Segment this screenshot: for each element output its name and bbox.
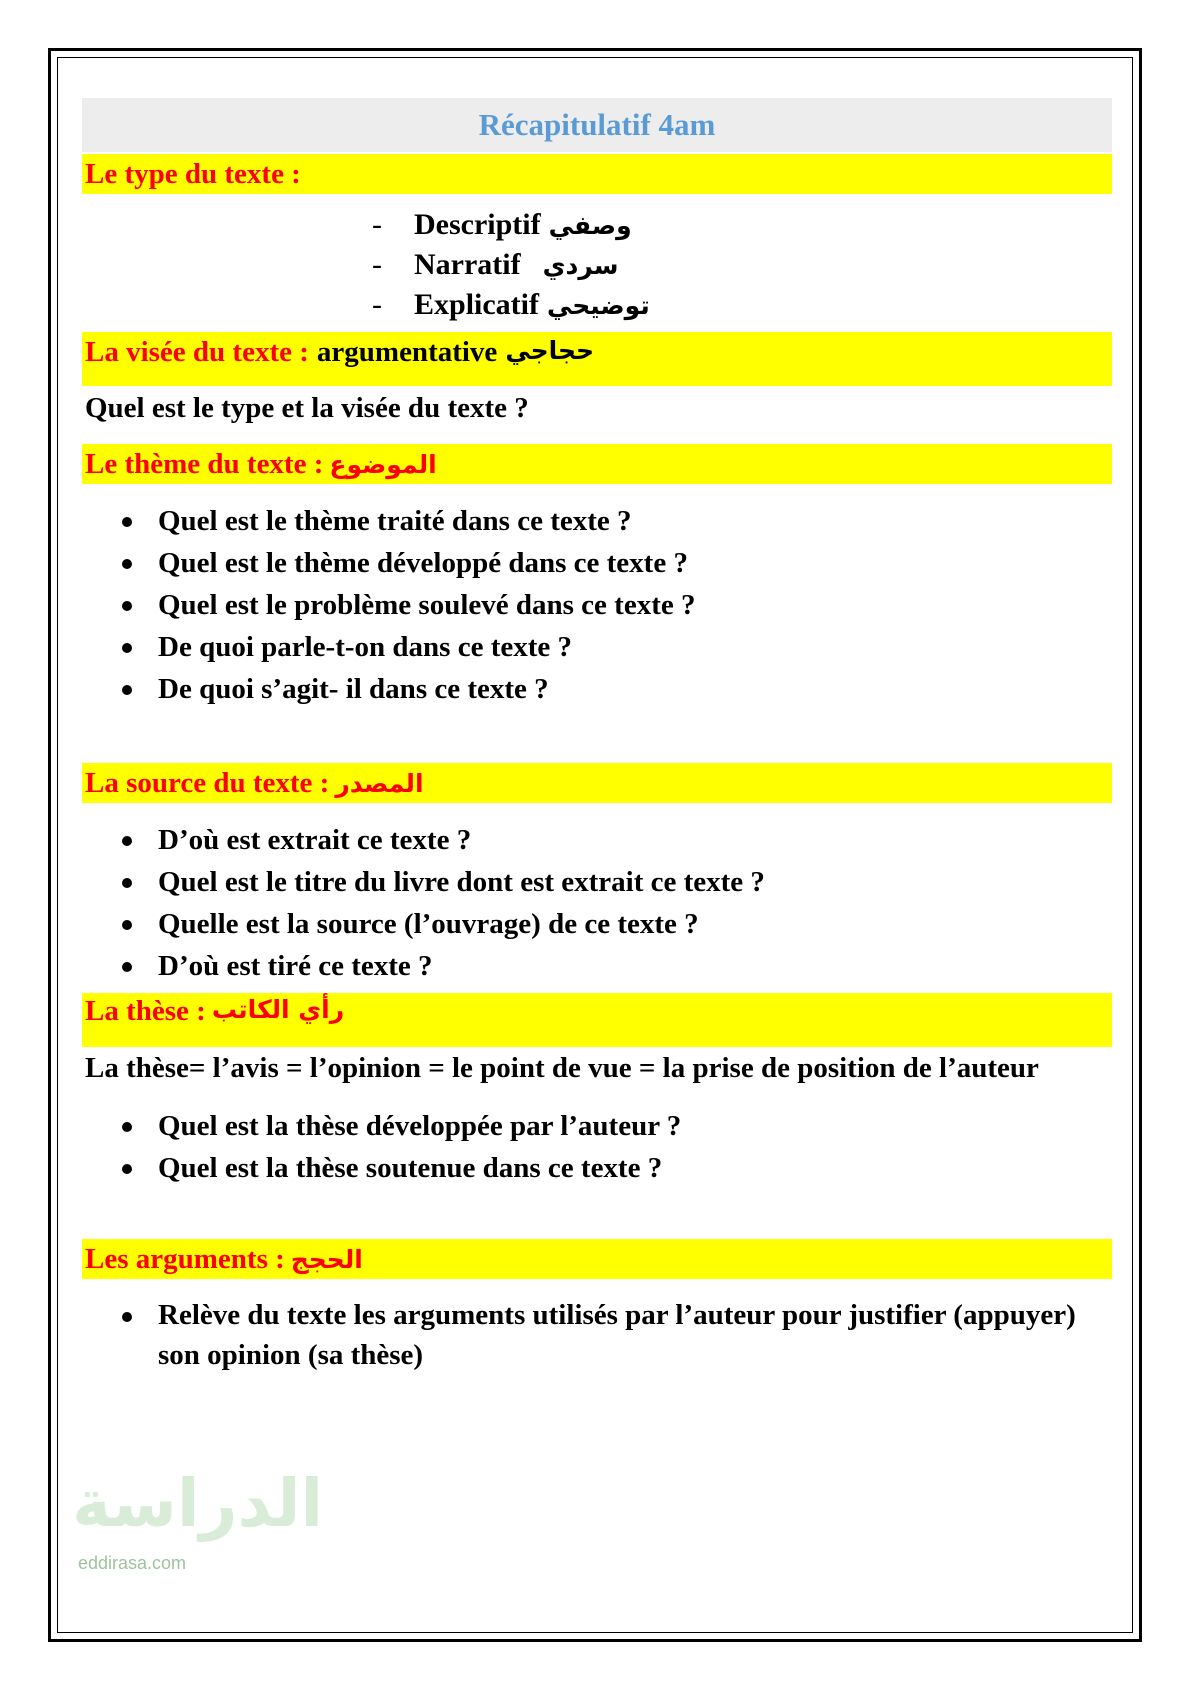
- heading-arguments-ar: الحجج: [290, 1244, 363, 1274]
- heading-visee: [82, 332, 1112, 386]
- list-item: D’où est tiré ce texte ?: [82, 945, 1112, 987]
- heading-source-label: La source du texte :: [85, 766, 330, 799]
- heading-source: [82, 763, 1112, 803]
- visee-value: argumentative: [316, 336, 498, 368]
- arguments-questions: [82, 1295, 1112, 1375]
- list-item: De quoi parle-t-on dans ce texte ?: [82, 626, 1112, 668]
- heading-source-ar: المصدر: [335, 768, 424, 798]
- list-item: Quel est le thème traité dans ce texte ?: [82, 500, 1112, 542]
- heading-visee-label: La visée du texte :: [85, 336, 309, 368]
- theme-questions: [82, 500, 1112, 710]
- type-list-wrap: [82, 194, 1112, 332]
- list-item: - Descriptif وصفي: [372, 205, 650, 245]
- visee-question: Quel est le type et la visée du texte ?: [85, 392, 529, 424]
- type-list: [372, 205, 650, 325]
- list-item: Quel est le thème développé dans ce texte ?: [82, 542, 1112, 584]
- list-item: - Explicatif توضيحي: [372, 285, 650, 325]
- logo-arabic: الدراسة: [72, 1465, 324, 1542]
- page-title: Récapitulatif 4am: [478, 107, 716, 142]
- these-questions: [82, 1105, 1112, 1189]
- list-item: Quelle est la source (l’ouvrage) de ce texte ?: [82, 903, 1112, 945]
- logo-site: eddirasa.com: [78, 1553, 187, 1573]
- list-item: Quel est le titre du livre dont est extrait ce texte ?: [82, 861, 1112, 903]
- heading-arguments: [82, 1239, 1112, 1279]
- source-questions: [82, 819, 1112, 987]
- heading-theme-ar: الموضوع: [329, 449, 437, 479]
- heading-these-label: La thèse :: [85, 995, 206, 1027]
- visee-value-ar: حجاجي: [505, 336, 595, 365]
- list-item: De quoi s’agit- il dans ce texte ?: [82, 668, 1112, 710]
- list-item: Relève du texte les arguments utilisés par l’auteur pour justifier (appuyer) son opinion (sa thèse): [82, 1295, 1118, 1375]
- heading-theme-label: Le thème du texte :: [85, 447, 324, 480]
- list-item: Quel est la thèse développée par l’auteur ?: [82, 1105, 1112, 1147]
- heading-arguments-label: Les arguments :: [85, 1242, 285, 1275]
- title-bar: [82, 98, 1112, 152]
- list-item: Quel est la thèse soutenue dans ce texte ?: [82, 1147, 1112, 1189]
- heading-these: [82, 993, 1112, 1047]
- these-definition: La thèse= l’avis = l’opinion = le point de vue = la prise de position de l’auteur: [85, 1052, 1039, 1084]
- list-item: - Narratif سردي: [372, 245, 650, 285]
- document-content: [82, 98, 1112, 1375]
- list-item: D’où est extrait ce texte ?: [82, 819, 1112, 861]
- heading-theme: [82, 444, 1112, 484]
- heading-type-label: Le type du texte :: [85, 157, 301, 190]
- site-logo: [72, 1465, 432, 1575]
- heading-these-ar: رأي الكاتب: [211, 995, 345, 1024]
- heading-type: [82, 154, 1112, 194]
- list-item: Quel est le problème soulevé dans ce texte ?: [82, 584, 1112, 626]
